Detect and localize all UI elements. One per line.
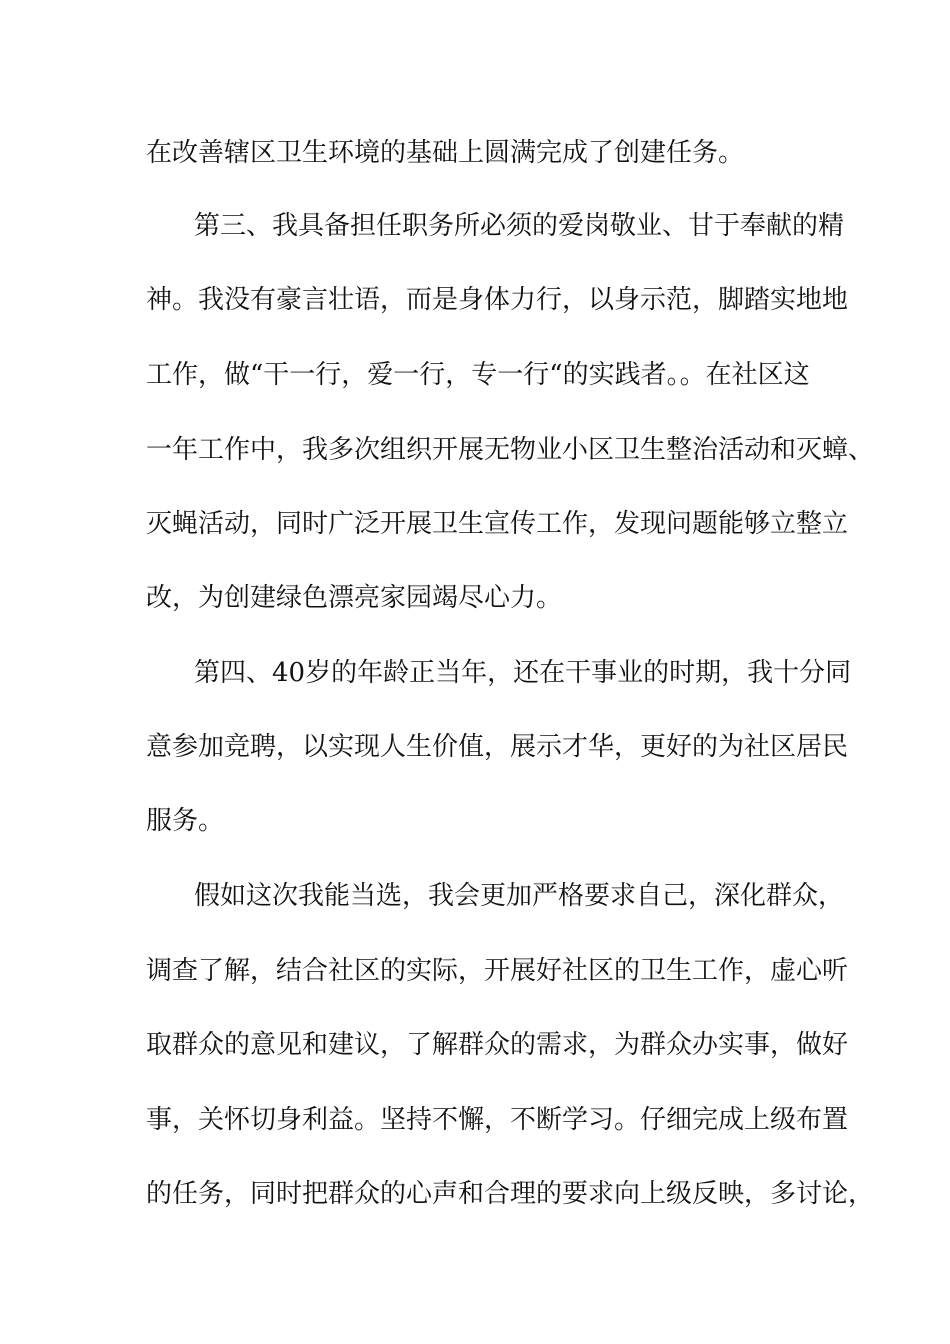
text-line: 服务。 xyxy=(146,806,225,836)
text-line: 意参加竞聘，以实现人生价值，展示才华，更好的为社区居民 xyxy=(146,732,849,762)
text-line: 工作，做“干一行，爱一行，专一行“的实践者。。在社区这 xyxy=(146,360,810,390)
text-line: 在改善辖区卫生环境的基础上圆满完成了创建任务。 xyxy=(146,138,745,168)
paragraph-first-line: 假如这次我能当选，我会更加严格要求自己，深化群众， xyxy=(194,881,845,911)
text-line: 事，关怀切身利益。坚持不懈，不断学习。仔细完成上级布置 xyxy=(146,1105,849,1135)
paragraph-first-line: 第三、我具备担任职务所必须的爱岗敬业、甘于奉献的精 xyxy=(194,211,845,241)
text-line: 的任务，同时把群众的心声和合理的要求向上级反映，多讨论， xyxy=(146,1179,875,1209)
text-line: 神。我没有豪言壮语，而是身体力行，以身示范，脚踏实地地 xyxy=(146,285,849,315)
paragraph-first-line: 第四、40岁的年龄正当年，还在干事业的时期，我十分同 xyxy=(194,658,852,688)
text-line: 一年工作中，我多次组织开展无物业小区卫生整治活动和灭蟑、 xyxy=(146,435,875,465)
text-line: 改，为创建绿色漂亮家园竭尽心力。 xyxy=(146,583,563,613)
text-line: 调查了解，结合社区的实际，开展好社区的卫生工作，虚心听 xyxy=(146,956,849,986)
text-line: 取群众的意见和建议，了解群众的需求，为群众办实事，做好 xyxy=(146,1030,849,1060)
text-line: 灭蝇活动，同时广泛开展卫生宣传工作，发现问题能够立整立 xyxy=(146,509,849,539)
